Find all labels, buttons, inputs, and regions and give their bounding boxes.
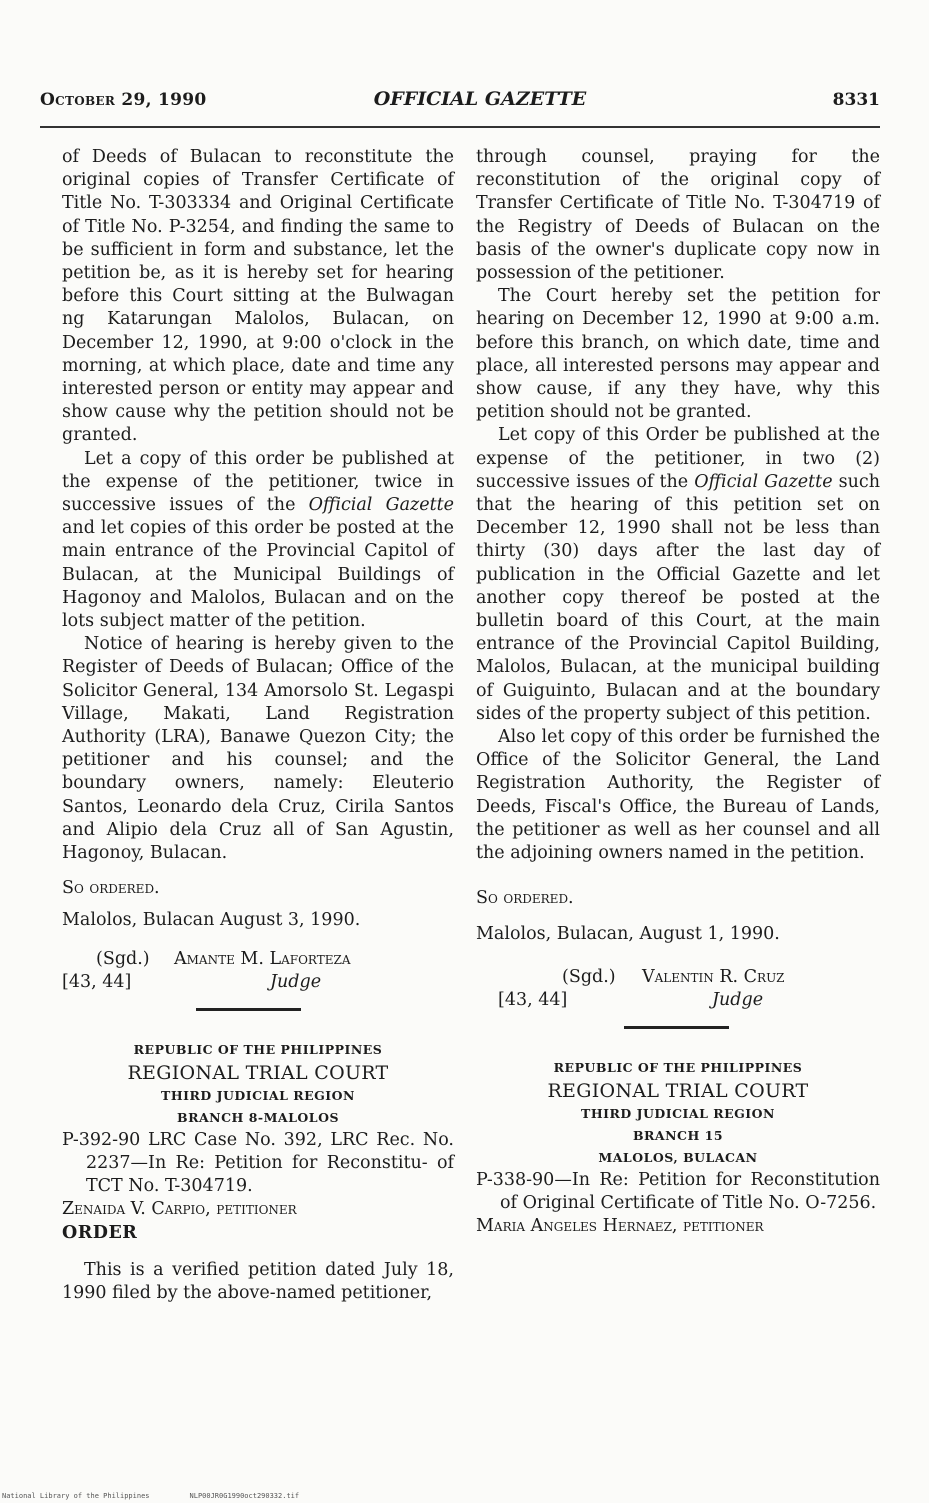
case-caption: P-392-90 LRC Case No. 392, LRC Rec. No. 2237—In Re: Petition for Reconstitu- of TCT No. T-304719. — [62, 1129, 454, 1197]
petitioner: Zenaida V. Carpio, petitioner — [62, 1199, 297, 1220]
court-heading: REPUBLIC OF THE PHILIPPINES REGIONAL TRIAL COURT THIRD JUDICIAL REGION BRANCH 15 MALOLOS, BULACAN — [547, 1059, 809, 1165]
paragraph: Let copy of this Order be published at the expense of the petitioner, in two (2) successive issues of the Official Gazette such that the hearing of this petition set on December 12, 1990 shall not be less than thirty (30) days after the last day of publication in the Official Gazette and let another copy thereof be posted at the bulletin board of this Court, at the main entrance of the Provincial Capitol Building, Malolos, Bulacan, at the municipal building of Guiguinto, Bulacan and at the boundary sides of the property subject of this petition. — [476, 425, 881, 724]
running-header — [40, 86, 880, 120]
page-number: 8331 — [832, 90, 880, 110]
case-caption: P-338-90—In Re: Petition for Reconstitution of Original Certificate of Title No. O-7256. — [476, 1169, 880, 1213]
scan-footer: National Library of the Philippines NLP00JR0G1990oct290332.tif — [2, 1492, 300, 1500]
paragraph: Let a copy of this order be published at the expense of the petitioner, twice in successive issues of the Official Gazette and let copies of this order be posted at the main entrance of the Provincial Capitol of Bulacan, at the Municipal Buildings of Hagonoy and Malolos, Bulacan and on the lots subject matter of the petition. — [62, 448, 454, 632]
order-date: Malolos, Bulacan, August 1, 1990. — [476, 923, 780, 944]
judge-name: Valentin R. Cruz — [642, 966, 785, 987]
header-title: OFFICIAL GAZETTE — [373, 88, 587, 110]
divider — [624, 1026, 729, 1029]
paragraph: Notice of hearing is hereby given to the Register of Deeds of Bulacan; Office of the Solicitor General, 134 Amorsolo St. Legaspi Village, Makati, Land Registration Authority (LRA), Banawe Quezon City; the petitioner and his counsel; and the boundary owners, namely: Eleuterio Santos, Leonardo dela Cruz, Cirila Santos and Alipio dela Cruz all of San Agustin, Hagonoy, Bulacan. — [62, 634, 454, 864]
judge-title: Judge — [712, 989, 764, 1010]
judge-title: Judge — [270, 971, 322, 992]
court-heading: REPUBLIC OF THE PHILIPPINES REGIONAL TRIAL COURT THIRD JUDICIAL REGION BRANCH 8-MALOLOS — [127, 1041, 389, 1125]
right-column — [476, 146, 880, 1238]
header-rule — [40, 126, 880, 128]
signature-block: (Sgd.) Valentin R. Cruz [43, 44] Judge — [476, 966, 880, 1014]
signature-block: (Sgd.) Amante M. Laforteza [43, 44] Judge — [62, 948, 454, 996]
order-date: Malolos, Bulacan August 3, 1990. — [62, 909, 361, 930]
paragraph: This is a verified petition dated July 18, 1990 filed by the above-named petitioner, — [62, 1259, 454, 1303]
so-ordered: So ordered. — [62, 878, 160, 899]
left-column — [62, 146, 454, 1305]
order-heading: ORDER — [62, 1222, 138, 1243]
so-ordered: So ordered. — [476, 888, 574, 909]
reference: [43, 44] — [62, 971, 132, 992]
judge-name: Amante M. Laforteza — [174, 948, 351, 969]
paragraph: Also let copy of this order be furnished the Office of the Solicitor General, the Land Registration Authority, the Register of Deeds, Fiscal's Office, the Bureau of Lands, the petitioner as well as her counsel and all the adjoining owners named in the petition. — [476, 727, 880, 864]
paragraph: through counsel, praying for the reconstitution of the original copy of Transfer Certificate of Title No. T-304719 of the Registry of Deeds of Bulacan on the basis of the owner's duplicate copy now in possession of the petitioner. — [476, 147, 880, 284]
paragraph: of Deeds of Bulacan to reconstitute the original copies of Transfer Certificate of Title No. T-303334 and Original Certificate of Title No. P-3254, and finding the same to be sufficient in form and substance, let the petition be, as it is hereby set for hearing before this Court sitting at the Bulwagan ng Katarungan Malolos, Bulacan, on December 12, 1990, at 9:00 o'clock in the morning, at which place, date and time any interested person or entity may appear and show cause why the petition should not be granted. — [62, 147, 454, 446]
header-date: October 29, 1990 — [40, 90, 207, 110]
paragraph: The Court hereby set the petition for hearing on December 12, 1990 at 9:00 a.m. before this branch, on which date, time and place, all interested persons may appear and show cause, if any they have, why this petition should not be granted. — [476, 286, 880, 423]
reference: [43, 44] — [498, 989, 568, 1010]
petitioner: Maria Angeles Hernaez, petitioner — [476, 1216, 764, 1237]
divider — [196, 1008, 301, 1011]
